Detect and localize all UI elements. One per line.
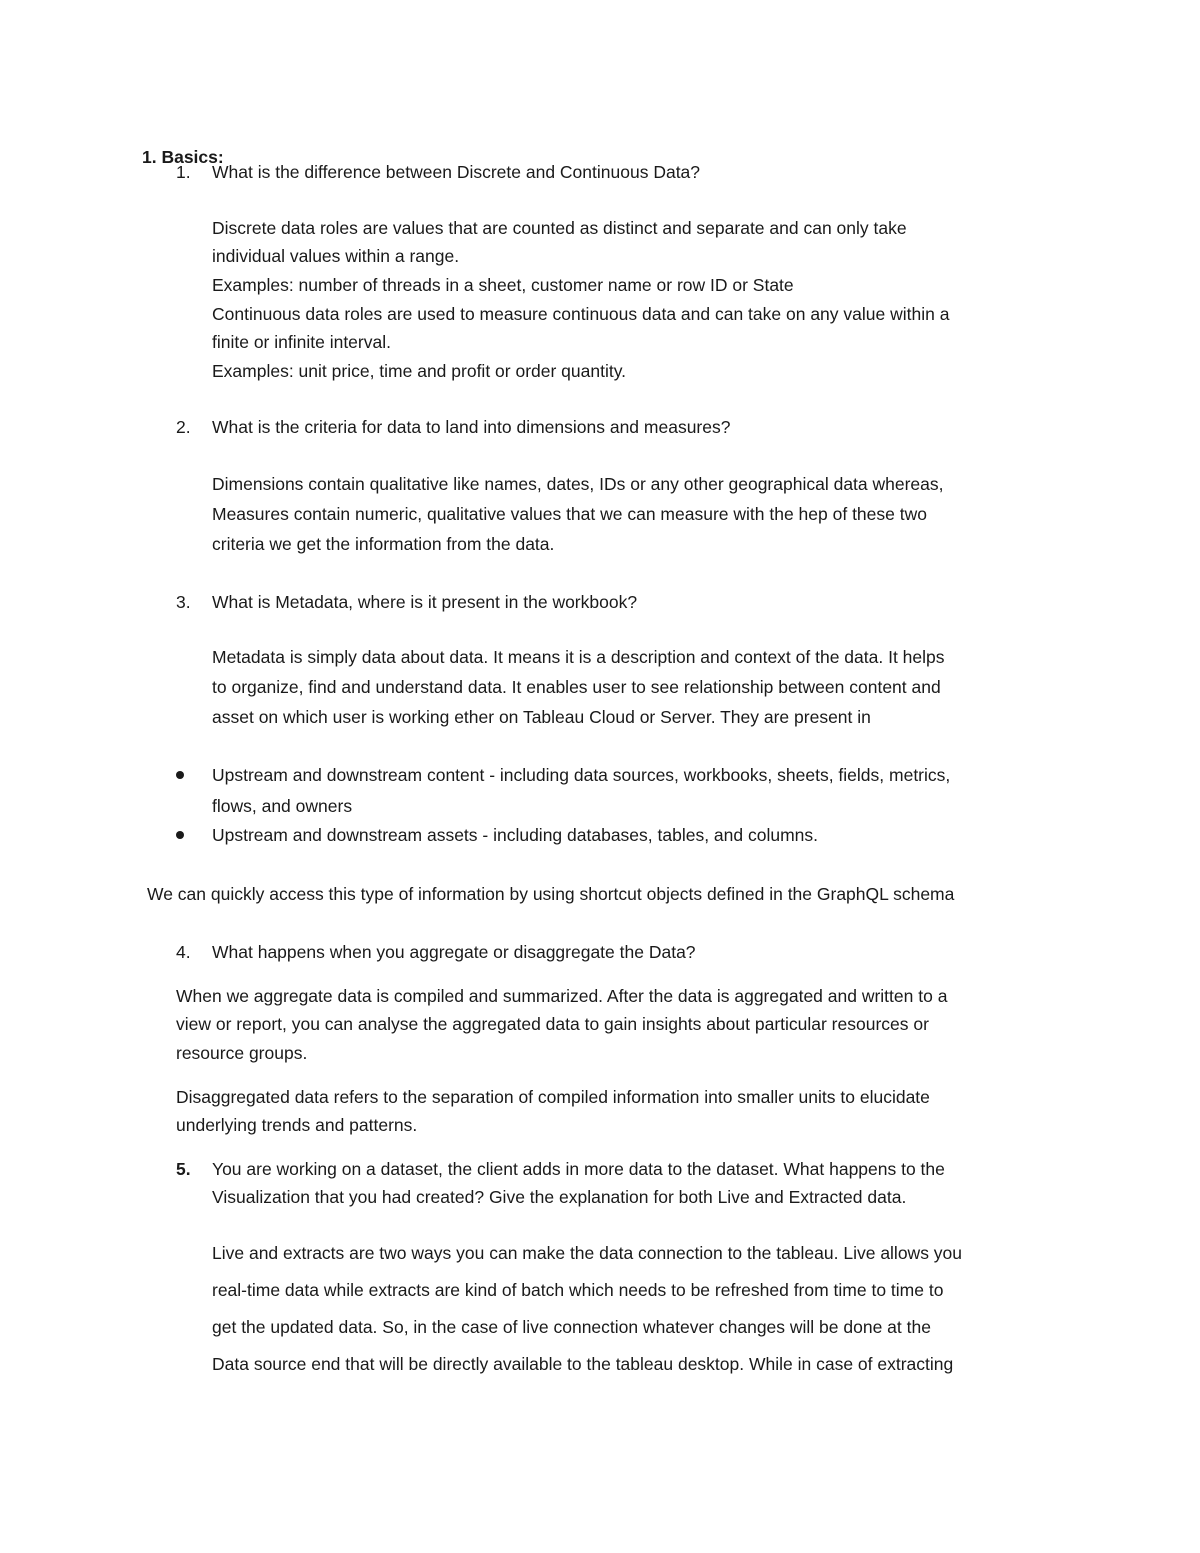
- q5-answer-line: Live and extracts are two ways you can make the data connection to the tableau. Live allows you: [212, 1243, 963, 1263]
- q1-answer-line: Continuous data roles are used to measure continuous data and can take on any value within a: [212, 304, 950, 324]
- bullet-dot: [176, 771, 184, 779]
- q1-number: 1.: [176, 162, 191, 182]
- q4-answer-line: view or report, you can analyse the aggregated data to gain insights about particular resources or: [176, 1014, 929, 1034]
- q2-question: What is the criteria for data to land into dimensions and measures?: [212, 417, 731, 437]
- q5-answer-line: real-time data while extracts are kind of batch which needs to be refreshed from time to time to: [212, 1280, 944, 1300]
- q3-question: What is Metadata, where is it present in the workbook?: [212, 592, 638, 612]
- q4-answer-line: underlying trends and patterns.: [176, 1115, 418, 1135]
- q3-answer-line: Metadata is simply data about data. It means it is a description and context of the data. It helps: [212, 647, 945, 667]
- q3-bullet-line: flows, and owners: [212, 796, 353, 816]
- q3-answer-line: asset on which user is working ether on Tableau Cloud or Server. They are present in: [212, 707, 871, 727]
- q4-answer-line: resource groups.: [176, 1043, 308, 1063]
- q1-question: What is the difference between Discrete and Continuous Data?: [212, 162, 701, 182]
- q4-question: What happens when you aggregate or disaggregate the Data?: [212, 942, 696, 962]
- q3-number: 3.: [176, 592, 191, 612]
- q3-after-paragraph: We can quickly access this type of information by using shortcut objects defined in the GraphQL schema: [147, 884, 955, 904]
- q5-answer-line: get the updated data. So, in the case of live connection whatever changes will be done at the: [212, 1317, 931, 1337]
- q2-answer-line: criteria we get the information from the data.: [212, 534, 555, 554]
- bullet-dot: [176, 831, 184, 839]
- q2-number: 2.: [176, 417, 191, 437]
- q4-answer-line: When we aggregate data is compiled and summarized. After the data is aggregated and written to a: [176, 986, 948, 1006]
- q5-answer-line: Data source end that will be directly available to the tableau desktop. While in case of extracting: [212, 1354, 954, 1374]
- q5-question-line: Visualization that you had created? Give the explanation for both Live and Extracted data.: [212, 1187, 907, 1207]
- q2-answer-line: Dimensions contain qualitative like names, dates, IDs or any other geographical data whereas,: [212, 474, 944, 494]
- q1-answer-line: individual values within a range.: [212, 246, 460, 266]
- q2-answer-line: Measures contain numeric, qualitative values that we can measure with the hep of these two: [212, 504, 927, 524]
- q3-answer-line: to organize, find and understand data. It enables user to see relationship between content and: [212, 677, 941, 697]
- q5-number: 5.: [176, 1159, 191, 1179]
- q3-bullet-line: Upstream and downstream assets - including databases, tables, and columns.: [212, 825, 819, 845]
- q1-answer-line: Examples: number of threads in a sheet, customer name or row ID or State: [212, 275, 794, 295]
- q3-bullet-line: Upstream and downstream content - including data sources, workbooks, sheets, fields, metrics,: [212, 765, 951, 785]
- section-heading: 1. Basics:: [142, 147, 224, 167]
- q1-answer-line: Examples: unit price, time and profit or order quantity.: [212, 361, 627, 381]
- q1-answer-line: Discrete data roles are values that are counted as distinct and separate and can only take: [212, 218, 907, 238]
- q5-question-line: You are working on a dataset, the client adds in more data to the dataset. What happens to the: [212, 1159, 945, 1179]
- q4-answer-line: Disaggregated data refers to the separation of compiled information into smaller units to elucidate: [176, 1087, 930, 1107]
- q1-answer-line: finite or infinite interval.: [212, 332, 391, 352]
- q4-number: 4.: [176, 942, 191, 962]
